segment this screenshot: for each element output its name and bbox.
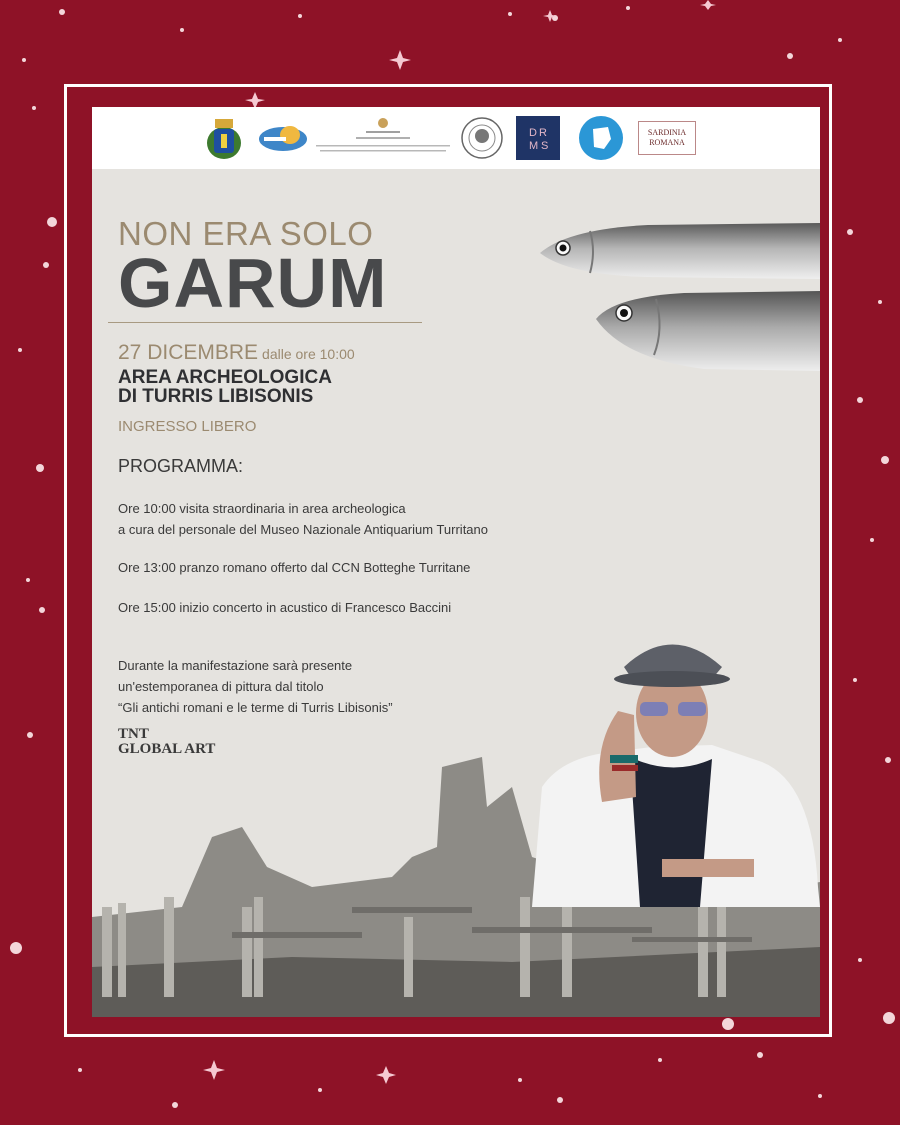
sardinia-romana-logo (638, 121, 696, 155)
svg-text:R: R (539, 127, 547, 139)
turritano-logo (258, 121, 308, 153)
svg-text:S: S (541, 140, 549, 152)
sardine-image-top (538, 219, 820, 283)
tnt-line-1: TNT (118, 726, 149, 742)
program-heading: PROGRAMMA: (118, 456, 244, 476)
program-note (118, 655, 393, 718)
tnt-line-2: GLOBAL ART (118, 741, 216, 757)
svg-text:M: M (529, 140, 539, 152)
program-note-line-1: Durante la manifestazione sarà presente (118, 658, 353, 673)
ministry-text-logo (316, 115, 450, 155)
venue (118, 368, 332, 406)
program-note-line-2: un'estemporanea di pittura dal titolo (118, 679, 324, 694)
venue-line-2: DI TURRIS LIBISONIS (118, 386, 314, 407)
association-round-logo (578, 115, 624, 161)
title-main: GARUM (118, 244, 388, 322)
date-main: 27 DICEMBRE (118, 341, 259, 364)
event-date (118, 341, 355, 365)
poster-card (92, 107, 820, 1017)
municipal-crest-logo (204, 115, 244, 161)
date-time: dalle ore 10:00 (262, 346, 355, 362)
sardine-image-bottom (594, 289, 820, 373)
title-divider (108, 322, 422, 323)
program-item-1 (118, 498, 488, 540)
program-note-line-3: “Gli antichi romani e le terme di Turris Libisonis” (118, 700, 393, 715)
svg-text:D: D (529, 127, 537, 139)
title-kicker: NON ERA SOLO (118, 215, 374, 252)
musician-portrait-image (522, 627, 820, 907)
program-item-1-line-2: a cura del personale del Museo Nazionale Antiquarium Turritano (118, 522, 488, 537)
sardinia-romana-label: SARDINIA ROMANA (647, 128, 687, 147)
venue-line-1: AREA ARCHEOLOGICA (118, 367, 332, 388)
antiquarium-seal-logo (460, 116, 504, 160)
program-item-1-line-1: Ore 10:00 visita straordinaria in area archeologica (118, 501, 406, 516)
sponsor-logo-bar (92, 107, 820, 169)
drms-logo (516, 116, 560, 160)
entry-info: INGRESSO LIBERO (118, 418, 257, 435)
program-item-3: Ore 15:00 inizio concerto in acustico di Francesco Baccini (118, 600, 452, 615)
program-item-2: Ore 13:00 pranzo romano offerto dal CCN Botteghe Turritane (118, 560, 471, 575)
